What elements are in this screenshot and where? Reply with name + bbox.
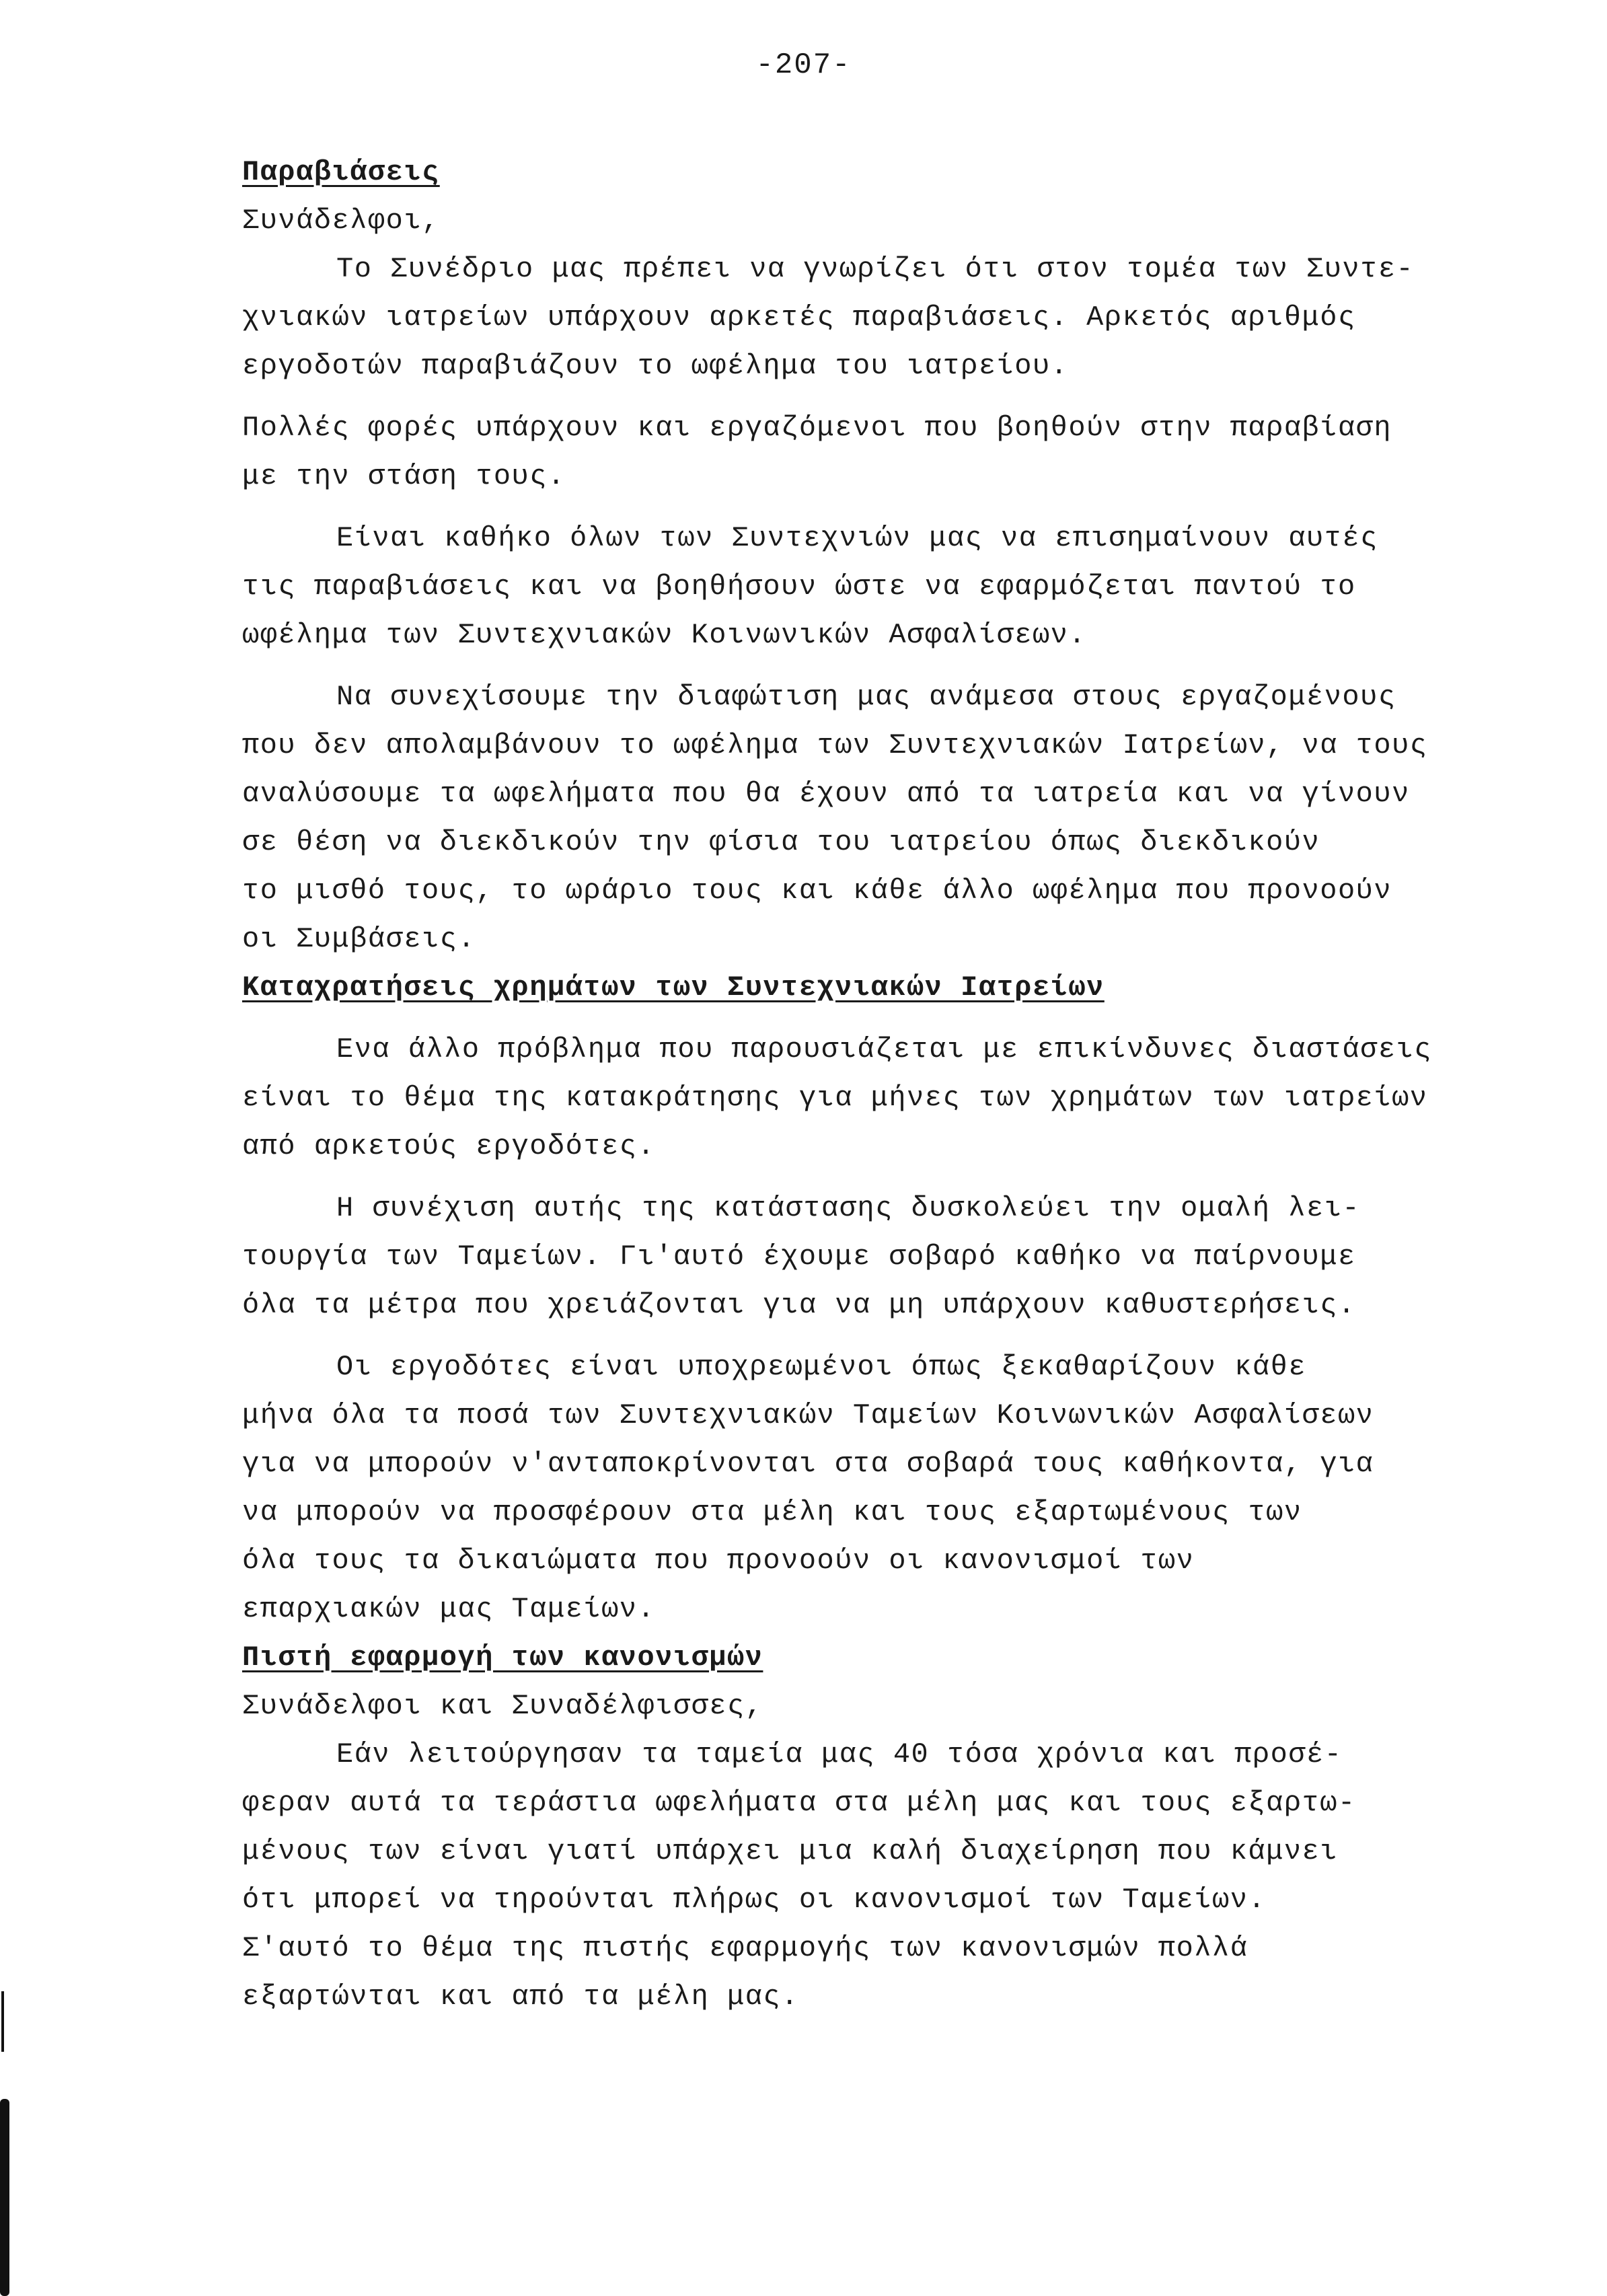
text-line: εργοδοτών παραβιάζουν το ωφέλημα του ιατρείου. (242, 350, 1069, 382)
text-line: επαρχιακών μας Ταμείων. (242, 1593, 656, 1625)
text-line: Σ'αυτό το θέμα της πιστής εφαρμογής των κανονισμών πολλά (242, 1932, 1248, 1964)
text-line: Οι εργοδότες είναι υποχρεωμένοι όπως ξεκαθαρίζουν κάθε (336, 1351, 1307, 1383)
text-line: τις παραβιάσεις και να βοηθήσουν ώστε να εφαρμόζεται παντού το (242, 570, 1356, 603)
text-line: να μπορούν να προσφέρουν στα μέλη και τους εξαρτωμένους των (242, 1496, 1302, 1528)
document-body (242, 148, 1473, 2021)
paragraph (242, 673, 1473, 963)
scan-edge-mark (0, 2099, 9, 2296)
section-heading-faithful-application: Πιστή εφαρμογή των κανονισμών (242, 1641, 763, 1674)
text-line: σε θέση να διεκδικούν την φίσια του ιατρείου όπως διεκδικούν (242, 826, 1320, 858)
paragraph (242, 514, 1473, 659)
text-line: τουργία των Ταμείων. Γι'αυτό έχουμε σοβαρό καθήκο να παίρνουμε (242, 1240, 1356, 1273)
section-heading-withheld-funds: Καταχρατήσεις χρημάτων των Συντεχνιακών Ιατρείων (242, 971, 1105, 1004)
page-number: -207- (755, 48, 852, 82)
text-line: φεραν αυτά τα τεράστια ωφελήματα στα μέλη μας και τους εξαρτω- (242, 1787, 1356, 1819)
text-line: αναλύσουμε τα ωφελήματα που θα έχουν από τα ιατρεία και να γίνουν (242, 778, 1410, 810)
text-line: το μισθό τους, το ωράριο τους και κάθε άλλο ωφέλημα που προνοούν (242, 875, 1392, 907)
paragraph (242, 1184, 1473, 1329)
text-line: Εάν λειτούργησαν τα ταμεία μας 40 τόσα χρόνια και προσέ- (336, 1738, 1343, 1771)
text-line: Πολλές φορές υπάρχουν και εργαζόμενοι που βοηθούν στην παραβίαση (242, 412, 1392, 444)
text-line: από αρκετούς εργοδότες. (242, 1130, 656, 1162)
text-line: μένους των είναι γιατί υπάρχει μια καλή διαχείρηση που κάμνει (242, 1835, 1338, 1867)
paragraph (242, 245, 1473, 390)
text-line: Η συνέχιση αυτής της κατάστασης δυσκολεύει την ομαλή λει- (336, 1192, 1361, 1224)
text-line: Το Συνέδριο μας πρέπει να γνωρίζει ότι στον τομέα των Συντε- (336, 253, 1415, 285)
salutation: Συνάδελφοι και Συναδέλφισσες, (242, 1690, 763, 1722)
text-line: Ενα άλλο πρόβλημα που παρουσιάζεται με επικίνδυνες διαστάσεις (336, 1033, 1432, 1066)
salutation: Συνάδελφοι, (242, 205, 440, 237)
text-line: Να συνεχίσουμε την διαφώτιση μας ανάμεσα στους εργαζομένους (336, 681, 1396, 713)
scan-edge-mark (1, 1991, 4, 2052)
paragraph (242, 1025, 1473, 1171)
section-heading-violations: Παραβιάσεις (242, 156, 440, 188)
paragraph (242, 1730, 1473, 2021)
text-line: είναι το θέμα της κατακράτησης για μήνες των χρημάτων των ιατρείων (242, 1082, 1428, 1114)
text-line: που δεν απολαμβάνουν το ωφέλημα των Συντεχνιακών Ιατρείων, να τους (242, 729, 1428, 762)
text-line: όλα τα μέτρα που χρειάζονται για να μη υπάρχουν καθυστερήσεις. (242, 1289, 1356, 1321)
text-line: για να μπορούν ν'ανταποκρίνονται στα σοβαρά τους καθήκοντα, για (242, 1448, 1374, 1480)
text-line: Είναι καθήκο όλων των Συντεχνιών μας να επισημαίνουν αυτές (336, 522, 1378, 554)
text-line: εξαρτώνται και από τα μέλη μας. (242, 1980, 799, 2013)
text-line: ωφέλημα των Συντεχνιακών Κοινωνικών Ασφαλίσεων. (242, 619, 1087, 651)
text-line: μήνα όλα τα ποσά των Συντεχνιακών Ταμείων Κοινωνικών Ασφαλίσεων (242, 1399, 1374, 1432)
text-line: χνιακών ιατρείων υπάρχουν αρκετές παραβιάσεις. Αρκετός αριθμός (242, 301, 1356, 334)
paragraph (242, 404, 1473, 501)
text-line: οι Συμβάσεις. (242, 923, 476, 955)
text-line: με την στάση τους. (242, 460, 566, 492)
text-line: ότι μπορεί να τηρούνται πλήρως οι κανονισμοί των Ταμείων. (242, 1884, 1267, 1916)
text-line: όλα τους τα δικαιώματα που προνοούν οι κανονισμοί των (242, 1545, 1195, 1577)
paragraph (242, 1343, 1473, 1633)
